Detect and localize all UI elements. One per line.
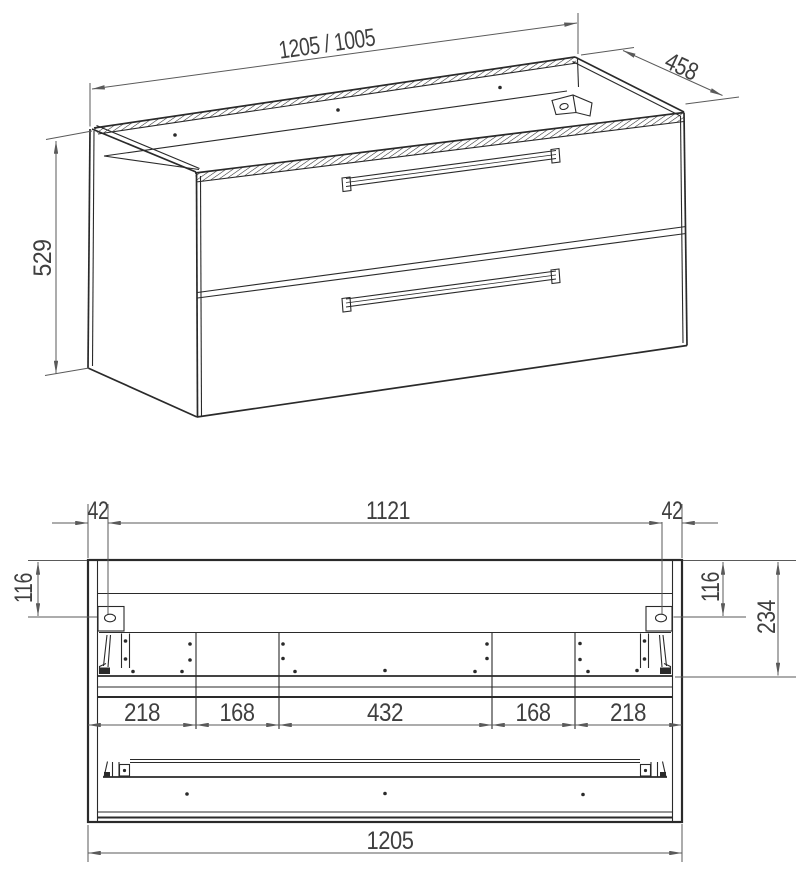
dim-chain-2: 168 — [219, 699, 255, 727]
dim-overall-width-top: 1205 / 1005 — [276, 19, 407, 65]
wall-bracket-right — [646, 607, 672, 632]
top-view-dimensions — [29, 13, 739, 376]
dim-offset-left: 42 — [87, 497, 109, 525]
dim-bracket-span: 1121 — [366, 497, 410, 525]
lower-slide-left — [104, 762, 130, 778]
dim-chain-1: 218 — [124, 699, 160, 727]
screw-holes-upper-row — [124, 639, 647, 673]
bottom-drawer-handle — [342, 269, 560, 312]
dim-overall-width-bottom: 1205 — [366, 827, 414, 855]
front-rim-hatch — [195, 113, 684, 183]
dim-drop-left: 116 — [10, 564, 38, 603]
dim-offset-right: 42 — [661, 497, 683, 525]
drawer-divider — [198, 227, 687, 293]
cabinet-outline — [88, 560, 682, 822]
dim-depth: 458 — [660, 47, 709, 90]
dim-chain-5: 218 — [610, 699, 646, 727]
dim-drop-right: 116 — [697, 563, 725, 602]
back-panel-top-edge-hatch — [94, 57, 577, 134]
screw-holes-lower-row — [185, 792, 585, 797]
dim-chain-3: 432 — [367, 699, 403, 727]
lower-slide-right — [641, 762, 667, 778]
top-view — [88, 57, 687, 417]
dim-slide-depth: 234 — [753, 593, 781, 634]
rear-view — [88, 560, 682, 822]
rear-view-dimensions — [10, 497, 796, 862]
wall-bracket-left — [98, 607, 124, 632]
dim-chain-4: 168 — [515, 699, 551, 727]
dim-height: 529 — [29, 236, 57, 277]
hanging-bracket — [552, 95, 592, 116]
